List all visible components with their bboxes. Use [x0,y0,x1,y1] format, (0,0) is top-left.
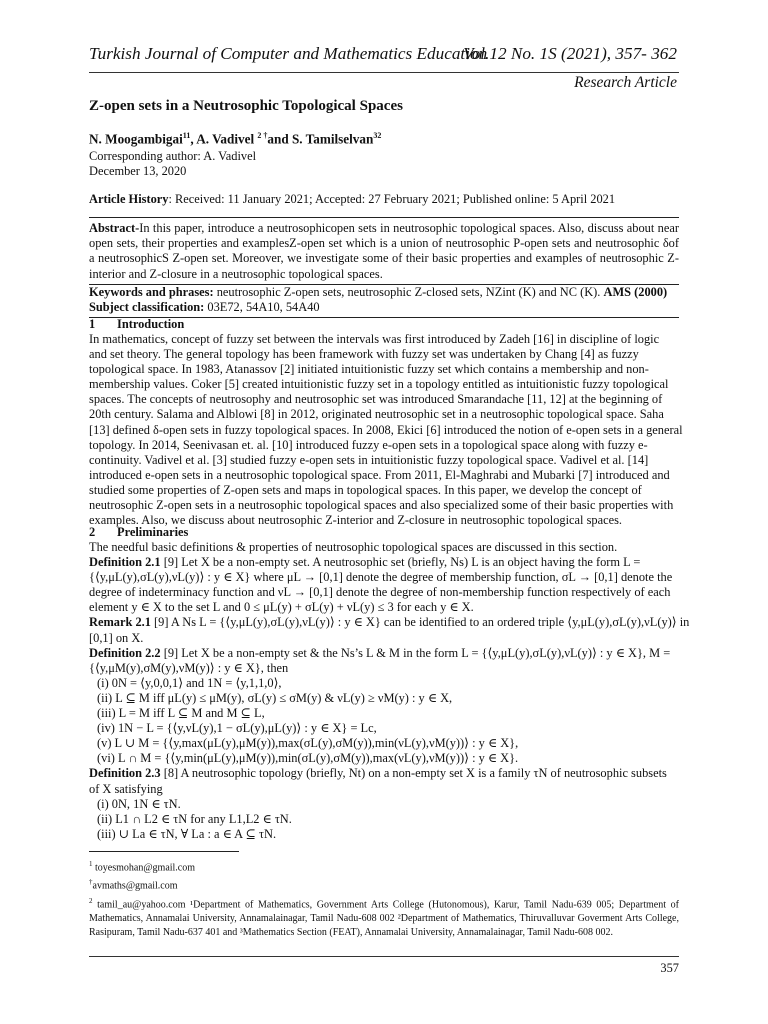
intro-line: In mathematics, concept of fuzzy set between the intervals was first introduced by Zadeh [16] in discipline of logic [89,332,660,346]
section-title: Preliminaries [117,525,189,539]
prelim-text: element y ∈ X to the set L and 0 ≤ μL(y) + σL(y) + νL(y) ≤ 3 for each y ∈ X. [89,600,474,615]
prelim-text: [9] Let X be a non-empty set & the Ns’s L & M in the form L = {⟨y,μL(y),σL(y),νL(y)⟩ : y ∈ X}, M = [160,645,671,660]
intro-line: membership values. Coker [5] created intuitionistic fuzzy set in a topology entitled as intuitionistic fuzzy topological [89,377,669,392]
intro-line: 20th century. Salama and Alblowi [8] in 2012, originated neutrosophic set in a neutrosophic topological space. Saha [89,407,664,422]
definition-line [89,646,679,661]
author-2: , A. Vadivel [190,131,258,147]
prelim-text: (iii) L = M iff L ⊆ M and M ⊆ L, [97,706,265,721]
prelim-line [89,585,679,600]
prelim-text: (i) 0N, 1N ∈ τN. [97,796,181,811]
prelim-text: (ii) L ⊆ M iff μL(y) ≤ μM(y), σL(y) ≤ σM(y) & νL(y) ≥ νM(y) : y ∈ X, [97,690,453,705]
prelim-line [89,827,679,842]
prelim-line [89,782,679,797]
prelim-line [89,570,679,585]
prelim-text: The needful basic definitions & properties of neutrosophic topological spaces are discussed in this section. [89,540,618,554]
intro-line: continuity. Vadivel et al. [3] studied fuzzy e-open sets in intuitionistic fuzzy topological space. Vadivel et al. [14] [89,452,649,467]
prelim-text: (iii) ∪ La ∈ τN, ∀ La : a ∈ A ⊆ τN. [97,826,277,841]
keywords [89,285,679,315]
definition-label: Definition 2.2 [89,645,161,660]
prelim-text: (v) L ∪ M = {⟨y,max(μL(y),μM(y)),max(σL(y),σM(y)),min(νL(y),νM(y))⟩ : y ∈ X}, [97,736,519,751]
preliminaries-body [89,540,690,842]
definition-line [89,766,679,781]
prelim-line [89,721,679,736]
history-label: Article History [89,192,169,206]
abstract [89,221,679,282]
author-1-affil: 11 [182,131,191,140]
footnote-2: †avmaths@gmail.com [89,878,178,892]
article-type: Research Article [574,74,677,91]
prelim-line [89,797,679,812]
intro-line: examples. Also, we discuss about neutrosophic Z-interior and Z-closure in neutrosophic topological spaces. [89,513,623,528]
page-number: 357 [660,961,679,975]
prelim-text: (iv) 1N − L = {⟨y,νL(y),1 − σL(y),μL(y)⟩ : y ∈ X} = Lc, [97,721,377,736]
intro-line: neutrosophic Z-open sets in a neutrosophic topological spaces and also specialized some of their basic properties with [89,498,674,513]
keywords-text: neutrosophic Z-open sets, neutrosophic Z-closed sets, NZint (K) and NC (K). [213,285,604,299]
prelim-text: {⟨y,μL(y),σL(y),νL(y)⟩ : y ∈ X} where μL → [0,1] denote the degree of membership function, σL → [0,1] denote the [89,570,673,585]
section-heading-introduction [89,317,184,332]
abstract-text: In this paper, introduce a neutrosophicopen sets in neutrosophic topological spaces. Also, discuss about near open sets, their properties and examplesZ-open set which is a union of neutrosophic P-open sets and neutrosophic δof a neutrosophicS Z-open set. Moreover, we investigate some of their basic properties and examples of neutrosophic Z-interior and Z-closure in a neutrosophic topological spaces. [89,221,679,281]
prelim-line [89,676,679,691]
intro-line: and set theory. The general topology has been framework with fuzzy set was undertaken by Chang [4] as fuzzy [89,347,639,362]
footer-rule [89,956,679,957]
section-number: 1 [89,317,96,331]
definition-line [89,555,679,570]
prelim-line [89,600,679,615]
prelim-line [89,631,679,646]
author-2-affil: 2 † [257,131,268,140]
prelim-line [89,812,679,827]
section-title: Introduction [117,317,185,331]
definition-label: Definition 2.3 [89,766,161,781]
keywords-label: Keywords and phrases: [89,285,214,299]
prelim-text: [9] Let X be a non-empty set. A neutrosophic set (briefly, Ns) L is an object having the form L = [160,555,641,570]
intro-line: [13] defined δ-open sets in fuzzy topological spaces. In 2008, Ekici [6] introduced the notion of e-open sets in a general [89,422,683,437]
prelim-line [89,540,679,555]
definition-label: Definition 2.1 [89,555,161,570]
prelim-text: [8] A neutrosophic topology (briefly, Nt) on a non-empty set X is a family τN of neutrosophic subsets [160,766,667,781]
paper-date: December 13, 2020 [89,164,187,178]
author-3-affil: 32 [373,131,382,140]
intro-line: studied some properties of Z-open sets and maps in topological spaces. In this paper, we develop the concept of [89,482,642,497]
author-1: N. Moogambigai [89,131,183,147]
header-rule [89,72,679,73]
prelim-text: {⟨y,μM(y),σM(y),νM(y)⟩ : y ∈ X}, then [89,660,289,675]
corresponding-author: Corresponding author: A. Vadivel [89,149,257,163]
prelim-text: [0,1] on X. [89,630,144,645]
prelim-line [89,751,679,766]
footnote-rule [89,851,239,852]
intro-line: spaces. The concepts of neutrosophy and neutrosophic set was introduced Smarandache [11, 12] at the beginning of [89,392,663,407]
introduction-body [89,332,683,528]
abstract-rule [89,217,679,218]
prelim-line [89,661,679,676]
prelim-text: [9] A Ns L = {⟨y,μL(y),σL(y),νL(y)⟩ : y ∈ X} can be identified to an ordered triple ⟨y,μL(y),σL(y),νL(y)⟩ in [150,615,690,630]
prelim-text: (ii) L1 ∩ L2 ∈ τN for any L1,L2 ∈ τN. [97,811,292,826]
subject-text: 03E72, 54A10, 54A40 [204,300,320,314]
history-text: : Received: 11 January 2021; Accepted: 27 February 2021; Published online: 5 April 2021 [168,192,616,206]
intro-line: topology. In 2014, Seenivasan et. al. [10] introduced fuzzy e-open sets in a topological space along with fuzzy e- [89,437,648,452]
journal-name: Turkish Journal of Computer and Mathematics Education [89,44,488,63]
paper-title: Z-open sets in a Neutrosophic Topological Spaces [89,98,403,114]
prelim-line [89,736,679,751]
volume-info: Vol.12 No. 1S (2021), 357- 362 [463,44,677,63]
author-3: and S. Tamilselvan [267,131,374,147]
author-list [89,131,381,147]
prelim-line [89,691,679,706]
prelim-line [89,706,679,721]
intro-line: introduced e-open sets in a neutrosophic topological space. From 2011, El-Maghrabi and Mubarki [7] introduced and [89,467,670,482]
abstract-label: Abstract- [89,221,140,235]
footnotes [89,857,679,940]
prelim-text: (vi) L ∩ M = {⟨y,min(μL(y),μM(y)),min(σL(y),σM(y)),max(νL(y),νM(y))⟩ : y ∈ X}. [97,751,519,766]
prelim-text: degree of indeterminacy function and νL → [0,1] denote the degree of non-membership function respectively of each [89,585,671,600]
footnote-1: $^1$ toyesmohan@gmail.com [89,860,196,874]
prelim-text: (i) 0N = ⟨y,0,0,1⟩ and 1N = ⟨y,1,1,0⟩, [97,675,282,690]
intro-line: topological space. In 1983, Atanassov [2] initiated intuitionistic fuzzy set which contains a membership and non- [89,362,649,377]
definition-line [89,615,690,630]
section-heading-preliminaries [89,525,188,540]
prelim-text: of X satisfying [89,781,163,796]
article-history [89,192,615,207]
footnote-3: $^2$ tamil_au@yahoo.com ¹Department of Mathematics, Government Arts College (Hutonomous), Karur, Tamil Nadu-639 005; Department of Mathematics, Annamalai University, Annamalainagar, Tamil Nadu-608 002 ²Department of Mathematics, Thiruvalluvar Goverment Arts College, Rasipuram, Tamil Nadu-637 401 and ³Mathematics Section (FEAT), Annamalai University, Annamalainagar, Tamil Nadu-608 002. [89,896,679,938]
ams-label: AMS (2000) [603,285,668,299]
subject-label: Subject classification: [89,300,205,314]
section-number: 2 [89,525,96,539]
definition-label: Remark 2.1 [89,615,151,630]
